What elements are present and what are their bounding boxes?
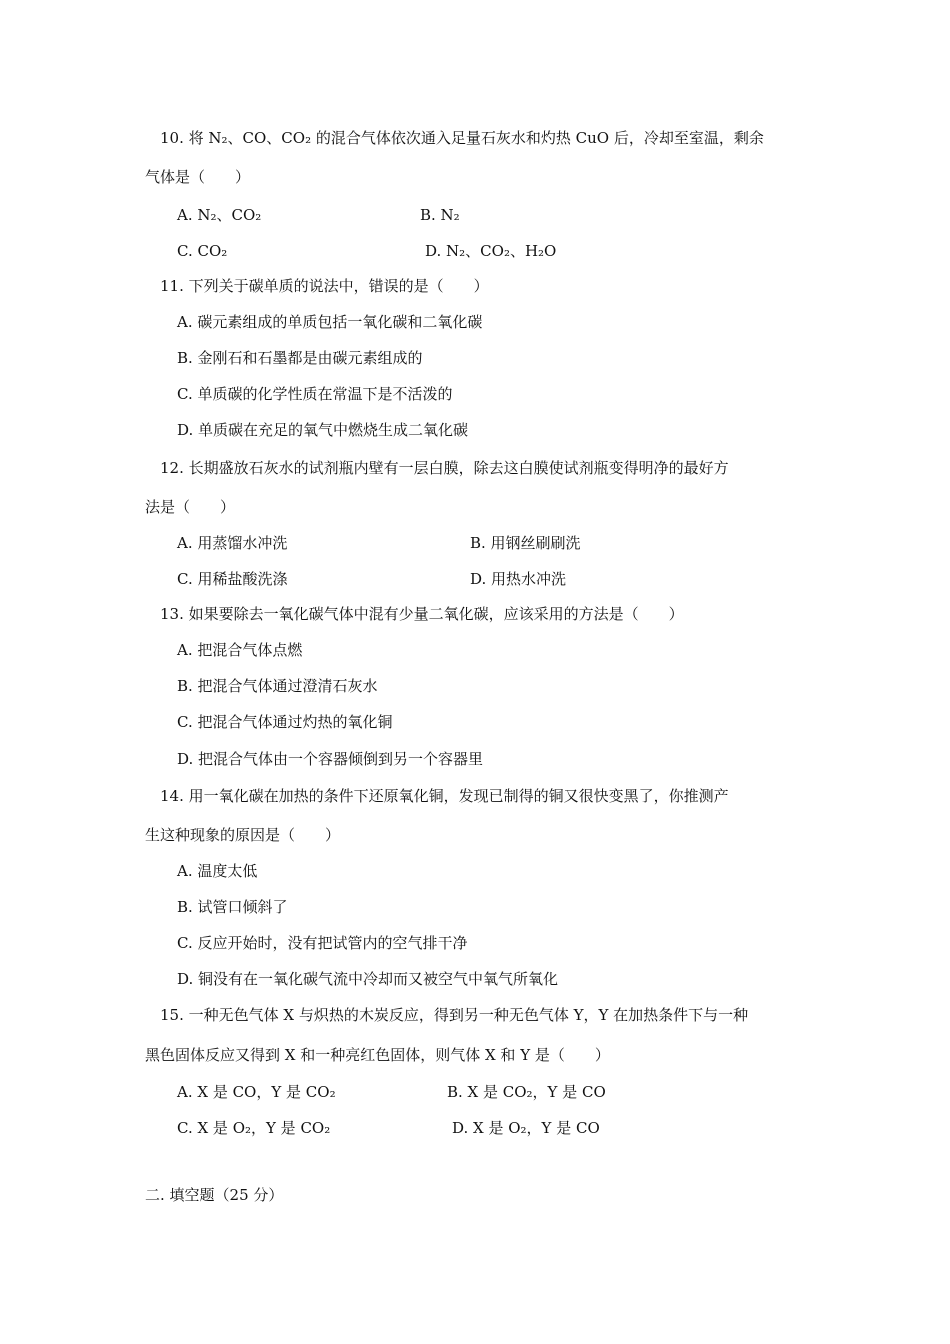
q10-option-d: D. N₂、CO₂、H₂O <box>425 242 557 260</box>
q15-option-c: C. X 是 O₂，Y 是 CO₂ <box>177 1119 331 1137</box>
q13-option-b: B. 把混合气体通过澄清石灰水 <box>177 677 378 695</box>
q13-option-d: D. 把混合气体由一个容器倾倒到另一个容器里 <box>177 750 484 768</box>
q12-stem-line1: 12. 长期盛放石灰水的试剂瓶内壁有一层白膜，除去这白膜使试剂瓶变得明净的最好方 <box>160 459 729 477</box>
q10-option-a: A. N₂、CO₂ <box>177 206 262 224</box>
q14-option-d: D. 铜没有在一氧化碳气流中冷却而又被空气中氧气所氧化 <box>177 970 559 988</box>
q15-stem-line1: 15. 一种无色气体 X 与炽热的木炭反应，得到另一种无色气体 Y，Y 在加热条件下与一种 <box>160 1006 749 1024</box>
q10-stem-line1: 10. 将 N₂、CO、CO₂ 的混合气体依次通入足量石灰水和灼热 CuO 后，冷却至室温，剩余 <box>160 129 764 147</box>
q10-option-c: C. CO₂ <box>177 242 228 260</box>
q11-option-a: A. 碳元素组成的单质包括一氧化碳和二氧化碳 <box>177 313 483 331</box>
q15-option-a: A. X 是 CO，Y 是 CO₂ <box>177 1083 336 1101</box>
q14-option-a: A. 温度太低 <box>177 862 258 880</box>
q11-option-b: B. 金刚石和石墨都是由碳元素组成的 <box>177 349 423 367</box>
q11-option-d: D. 单质碳在充足的氧气中燃烧生成二氧化碳 <box>177 421 469 439</box>
q15-option-d: D. X 是 O₂，Y 是 CO <box>452 1119 600 1137</box>
q14-stem-line1: 14. 用一氧化碳在加热的条件下还原氧化铜，发现已制得的铜又很快变黑了，你推测产 <box>160 787 729 805</box>
q10-stem-line2: 气体是（ ） <box>145 168 251 186</box>
q13-option-a: A. 把混合气体点燃 <box>177 641 303 659</box>
q11-option-c: C. 单质碳的化学性质在常温下是不活泼的 <box>177 385 453 403</box>
q13-stem: 13. 如果要除去一氧化碳气体中混有少量二氧化碳，应该采用的方法是（ ） <box>160 605 684 623</box>
q12-stem-line2: 法是（ ） <box>145 498 236 516</box>
section-2-title: 二. 填空题（25 分） <box>145 1186 284 1204</box>
q14-option-b: B. 试管口倾斜了 <box>177 898 288 916</box>
q14-stem-line2: 生这种现象的原因是（ ） <box>145 826 341 844</box>
q12-option-c: C. 用稀盐酸洗涤 <box>177 570 288 588</box>
q15-option-b: B. X 是 CO₂，Y 是 CO <box>447 1083 606 1101</box>
q15-stem-line2: 黑色固体反应又得到 X 和一种亮红色固体，则气体 X 和 Y 是（ ） <box>145 1046 610 1064</box>
q13-option-c: C. 把混合气体通过灼热的氧化铜 <box>177 713 393 731</box>
q10-option-b: B. N₂ <box>420 206 460 224</box>
q12-option-b: B. 用钢丝刷刷洗 <box>470 534 581 552</box>
q14-option-c: C. 反应开始时，没有把试管内的空气排干净 <box>177 934 468 952</box>
q11-stem: 11. 下列关于碳单质的说法中，错误的是（ ） <box>160 277 489 295</box>
q12-option-d: D. 用热水冲洗 <box>470 570 567 588</box>
q12-option-a: A. 用蒸馏水冲洗 <box>177 534 288 552</box>
